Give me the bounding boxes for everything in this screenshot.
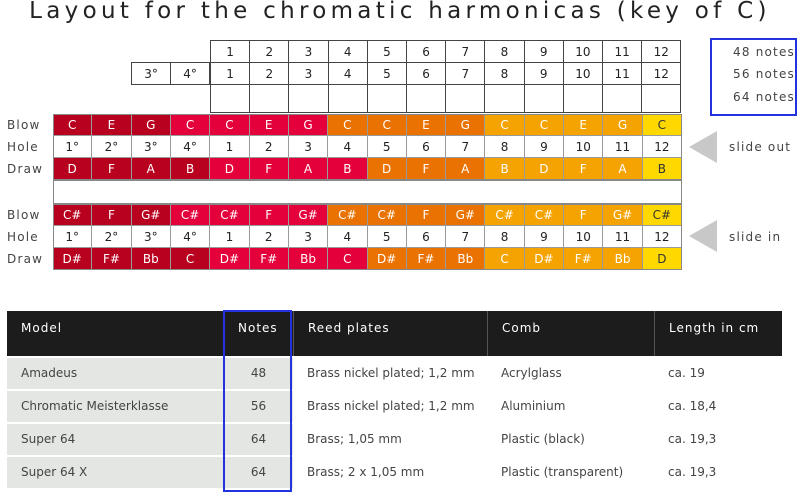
slide-out-hole-note: 3	[289, 136, 328, 158]
row-label-draw: Draw	[7, 162, 44, 176]
row-label-hole: Hole	[7, 140, 39, 154]
header-extra-hole: 3°	[131, 62, 171, 85]
slide-in-draw-note: C	[171, 248, 210, 270]
header-empty-cell	[210, 84, 250, 113]
slide-out-blow-note: G	[446, 114, 485, 136]
slide-out-draw-note: B	[485, 158, 524, 180]
legend-64-notes: 64 notes	[733, 90, 795, 104]
slide-in-hole-note: 3	[289, 226, 328, 248]
table-cell: Amadeus	[7, 358, 224, 389]
slide-in-arrow-icon	[689, 220, 717, 252]
grid-separator-row	[53, 180, 682, 204]
slide-out-draw-note: B	[328, 158, 367, 180]
slide-in-draw-note: D	[643, 248, 682, 270]
slide-out-draw-note: B	[171, 158, 210, 180]
slide-out-hole-note: 10	[564, 136, 603, 158]
slide-out-draw-note: D	[210, 158, 249, 180]
slide-in-blow-note: F	[564, 204, 603, 226]
table-cell: Chromatic Meisterklasse	[7, 391, 224, 422]
slide-in-hole-note: 3°	[132, 226, 171, 248]
header-hole-number: 4	[328, 40, 368, 63]
slide-in-draw-note: D#	[525, 248, 564, 270]
column-header: Reed plates	[293, 311, 487, 356]
slide-out-draw-note: F	[92, 158, 131, 180]
slide-in-hole-note: 9	[525, 226, 564, 248]
slide-out-hole-note: 8	[485, 136, 524, 158]
column-header: Notes	[224, 311, 293, 356]
slide-in-hole-note: 11	[603, 226, 642, 248]
table-cell: 64	[224, 457, 293, 488]
header-hole-number: 7	[445, 40, 485, 63]
header-hole-number: 10	[563, 40, 603, 63]
slide-in-draw-note: C	[328, 248, 367, 270]
table-cell: Aluminium	[487, 391, 654, 422]
slide-in-blow-note: F	[407, 204, 446, 226]
slide-in-hole-note: 2°	[92, 226, 131, 248]
header-hole-number: 3	[288, 62, 328, 85]
slide-out-blow-note: C	[643, 114, 682, 136]
slide-in-blow-note: C#	[328, 204, 367, 226]
table-cell: 48	[224, 358, 293, 389]
header-hole-number: 6	[406, 62, 446, 85]
header-hole-number: 7	[445, 62, 485, 85]
slide-out-blow-note: G	[289, 114, 328, 136]
header-empty-cell	[484, 84, 524, 113]
page-title: Layout for the chromatic harmonicas (key of C)	[29, 0, 771, 24]
slide-out-draw-note: A	[446, 158, 485, 180]
slide-out-draw-note: F	[407, 158, 446, 180]
slide-out-hole-note: 2	[250, 136, 289, 158]
slide-in-draw-note: Bb	[132, 248, 171, 270]
header-empty-cell	[563, 84, 603, 113]
header-hole-number: 8	[484, 62, 524, 85]
header-empty-cell	[641, 84, 681, 113]
slide-out-blow-note: G	[132, 114, 171, 136]
slide-out-blow-note: C	[171, 114, 210, 136]
slide-in-blow-note: G#	[603, 204, 642, 226]
slide-in-hole-note: 2	[250, 226, 289, 248]
header-extra-hole: 4°	[170, 62, 210, 85]
slide-out-hole-note: 5	[368, 136, 407, 158]
table-cell: Brass; 1,05 mm	[293, 424, 487, 455]
slide-out-hole-note: 12	[643, 136, 682, 158]
slide-in-draw-note: D#	[368, 248, 407, 270]
slide-in-blow-note: C#	[525, 204, 564, 226]
table-cell: Brass; 2 x 1,05 mm	[293, 457, 487, 488]
slide-in-draw-note: Bb	[603, 248, 642, 270]
slide-in-blow-note: G#	[289, 204, 328, 226]
slide-in-blow-note: C#	[368, 204, 407, 226]
row-label-blow: Blow	[7, 208, 41, 222]
legend-56-notes: 56 notes	[733, 67, 795, 81]
header-hole-number: 4	[328, 62, 368, 85]
slide-in-blow-note: G#	[446, 204, 485, 226]
slide-out-blow-note: C	[525, 114, 564, 136]
slide-out-draw-note: B	[643, 158, 682, 180]
slide-out-draw-note: A	[132, 158, 171, 180]
slide-out-arrow-icon	[689, 131, 717, 163]
notes-column-highlight	[223, 310, 292, 492]
slide-out-blow-note: E	[250, 114, 289, 136]
row-label-draw: Draw	[7, 252, 44, 266]
slide-out-hole-note: 4°	[171, 136, 210, 158]
slide-out-hole-note: 11	[603, 136, 642, 158]
row-label-hole: Hole	[7, 230, 39, 244]
table-cell: ca. 18,4	[654, 391, 782, 422]
header-empty-cell	[445, 84, 485, 113]
table-cell: Super 64 X	[7, 457, 224, 488]
table-cell: ca. 19	[654, 358, 782, 389]
header-hole-number: 8	[484, 40, 524, 63]
header-empty-cell	[602, 84, 642, 113]
slide-out-hole-note: 9	[525, 136, 564, 158]
slide-out-hole-note: 1	[210, 136, 249, 158]
header-hole-number: 1	[210, 40, 250, 63]
slide-in-draw-note: Bb	[446, 248, 485, 270]
slide-out-hole-note: 3°	[132, 136, 171, 158]
table-cell: Brass nickel plated; 1,2 mm	[293, 391, 487, 422]
header-empty-cell	[524, 84, 564, 113]
slide-out-draw-note: F	[564, 158, 603, 180]
slide-out-blow-note: C	[368, 114, 407, 136]
slide-in-draw-note: F#	[250, 248, 289, 270]
header-hole-number: 1	[210, 62, 250, 85]
slide-in-draw-note: C	[485, 248, 524, 270]
slide-out-blow-note: G	[603, 114, 642, 136]
slide-out-hole-note: 7	[446, 136, 485, 158]
slide-in-draw-note: F#	[92, 248, 131, 270]
header-empty-cell	[406, 84, 446, 113]
slide-in-hole-note: 1°	[53, 226, 92, 248]
header-hole-number: 10	[563, 62, 603, 85]
slide-out-blow-note: E	[564, 114, 603, 136]
slide-out-draw-note: A	[289, 158, 328, 180]
slide-out-hole-note: 6	[407, 136, 446, 158]
slide-out-label: slide out	[729, 140, 792, 154]
header-empty-cell	[249, 84, 289, 113]
header-hole-number: 11	[602, 62, 642, 85]
slide-out-grid-border	[53, 114, 682, 180]
slide-in-blow-note: G#	[132, 204, 171, 226]
row-label-blow: Blow	[7, 118, 41, 132]
slide-in-draw-note: F#	[564, 248, 603, 270]
table-cell: Plastic (black)	[487, 424, 654, 455]
table-cell: 64	[224, 424, 293, 455]
column-header: Length in cm	[654, 311, 782, 356]
header-hole-number: 9	[524, 40, 564, 63]
slide-out-hole-note: 1°	[53, 136, 92, 158]
slide-in-blow-note: F	[250, 204, 289, 226]
slide-out-hole-note: 4	[328, 136, 367, 158]
slide-in-blow-note: C#	[643, 204, 682, 226]
header-hole-number: 5	[367, 40, 407, 63]
table-cell: 56	[224, 391, 293, 422]
table-cell: ca. 19,3	[654, 457, 782, 488]
slide-in-hole-note: 7	[446, 226, 485, 248]
table-cell: ca. 19,3	[654, 424, 782, 455]
slide-out-blow-note: C	[485, 114, 524, 136]
slide-in-label: slide in	[729, 230, 782, 244]
table-cell: Acrylglass	[487, 358, 654, 389]
slide-out-draw-note: F	[250, 158, 289, 180]
slide-in-hole-note: 12	[643, 226, 682, 248]
slide-in-hole-note: 1	[210, 226, 249, 248]
slide-in-hole-note: 4	[328, 226, 367, 248]
legend-48-notes: 48 notes	[733, 45, 795, 59]
header-empty-cell	[367, 84, 407, 113]
slide-out-blow-note: C	[328, 114, 367, 136]
column-header: Comb	[487, 311, 654, 356]
slide-in-blow-note: C#	[53, 204, 92, 226]
table-cell: Plastic (transparent)	[487, 457, 654, 488]
header-hole-number: 9	[524, 62, 564, 85]
slide-out-draw-note: D	[368, 158, 407, 180]
slide-in-blow-note: C#	[210, 204, 249, 226]
slide-in-hole-note: 10	[564, 226, 603, 248]
slide-out-draw-note: D	[525, 158, 564, 180]
header-empty-cell	[328, 84, 368, 113]
slide-in-hole-note: 4°	[171, 226, 210, 248]
header-hole-number: 11	[602, 40, 642, 63]
slide-in-hole-note: 5	[368, 226, 407, 248]
header-hole-number: 12	[641, 62, 681, 85]
slide-in-blow-note: C#	[485, 204, 524, 226]
slide-in-draw-note: D#	[53, 248, 92, 270]
table-cell: Super 64	[7, 424, 224, 455]
slide-in-hole-note: 6	[407, 226, 446, 248]
header-hole-number: 2	[249, 40, 289, 63]
header-empty-cell	[288, 84, 328, 113]
header-hole-number: 3	[288, 40, 328, 63]
slide-in-draw-note: Bb	[289, 248, 328, 270]
slide-out-blow-note: C	[53, 114, 92, 136]
header-hole-number: 2	[249, 62, 289, 85]
slide-out-blow-note: C	[210, 114, 249, 136]
slide-in-hole-note: 8	[485, 226, 524, 248]
column-header: Model	[21, 321, 63, 335]
slide-out-blow-note: E	[407, 114, 446, 136]
header-hole-number: 6	[406, 40, 446, 63]
slide-in-draw-note: D#	[210, 248, 249, 270]
slide-in-blow-note: F	[92, 204, 131, 226]
slide-in-grid-border	[53, 204, 682, 270]
slide-out-draw-note: D	[53, 158, 92, 180]
slide-in-draw-note: F#	[407, 248, 446, 270]
slide-out-draw-note: A	[603, 158, 642, 180]
slide-in-blow-note: C#	[171, 204, 210, 226]
header-hole-number: 12	[641, 40, 681, 63]
table-cell: Brass nickel plated; 1,2 mm	[293, 358, 487, 389]
slide-out-blow-note: E	[92, 114, 131, 136]
slide-out-hole-note: 2°	[92, 136, 131, 158]
header-hole-number: 5	[367, 62, 407, 85]
